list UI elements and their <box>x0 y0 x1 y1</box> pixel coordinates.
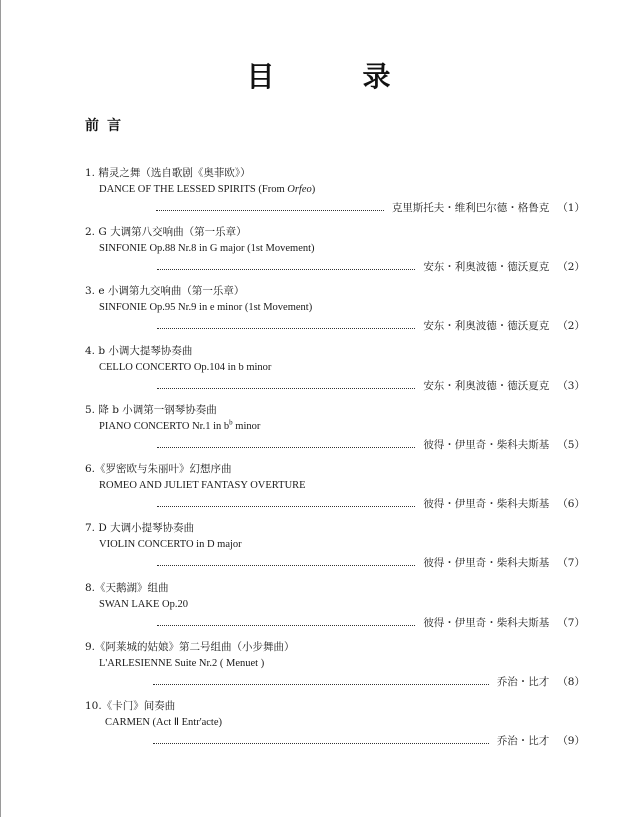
entry-composer: 乔治・比才 <box>496 676 550 688</box>
entry-composer: 彼得・伊里奇・柴科夫斯基 <box>423 617 550 629</box>
entry-composer: 安东・利奥波德・德沃夏克 <box>423 380 550 392</box>
entry-page: （7） <box>557 557 585 569</box>
entry-number: 1. <box>85 167 96 179</box>
entry-title-zh: 《卡门》间奏曲 <box>101 700 176 712</box>
leader-dots <box>153 683 489 685</box>
leader-dots <box>157 446 415 448</box>
entry-title-en: PIANO CONCERTO Nr.1 in $b^b$ minor <box>99 418 261 432</box>
entry-page: （9） <box>557 735 585 747</box>
entry-page: （3） <box>557 380 585 392</box>
entry-page: （8） <box>557 676 585 688</box>
leader-dots <box>157 624 415 626</box>
entry-title-en: DANCE OF THE LESSED SPIRITS (From Orfeo) <box>99 184 316 195</box>
leader-dots <box>157 268 415 270</box>
entry-page: （2） <box>557 320 585 332</box>
entry-title-zh: 《罗密欧与朱丽叶》幻想序曲 <box>95 463 232 475</box>
toc-entry-3[interactable] <box>85 284 585 333</box>
entry-page: （6） <box>557 498 585 510</box>
toc-entry-6[interactable] <box>85 462 585 511</box>
toc-entry-8[interactable] <box>85 581 585 630</box>
entry-number: 3. <box>85 285 96 297</box>
leader-dots <box>157 564 415 566</box>
leader-dots <box>157 327 415 329</box>
entry-composer: 彼得・伊里奇・柴科夫斯基 <box>423 557 550 569</box>
entry-composer: 安东・利奥波德・德沃夏克 <box>423 320 550 332</box>
entry-number: 5. <box>85 404 96 416</box>
toc-entry-1[interactable] <box>85 166 585 215</box>
entry-composer: 乔治・比才 <box>496 735 550 747</box>
page-title: 目 录 <box>246 60 421 93</box>
entry-title-en: ROMEO AND JULIET FANTASY OVERTURE <box>99 480 306 491</box>
toc-entry-2[interactable] <box>85 225 585 274</box>
entry-number: 9. <box>85 641 96 653</box>
entry-number: 2. <box>85 226 96 238</box>
entry-title-zh: G 大调第八交响曲（第一乐章） <box>98 226 247 238</box>
toc-entry-4[interactable] <box>85 344 585 393</box>
entry-composer: 克里斯托夫・维利巴尔德・格鲁克 <box>391 202 550 214</box>
toc-entry-7[interactable] <box>85 521 585 570</box>
entry-number: 10. <box>85 700 102 712</box>
toc-entry-10[interactable] <box>85 699 585 748</box>
entry-number: 6. <box>85 463 96 475</box>
entry-title-zh: b 小调大提琴协奏曲 <box>98 345 193 357</box>
entry-composer: 彼得・伊里奇・柴科夫斯基 <box>423 498 550 510</box>
entry-title-en: CELLO CONCERTO Op.104 in b minor <box>99 362 272 373</box>
entry-page: （1） <box>557 202 585 214</box>
entry-title-en: SWAN LAKE Op.20 <box>99 599 188 610</box>
toc-entry-5[interactable] <box>85 403 585 452</box>
entry-title-zh: 降 b 小调第一钢琴协奏曲 <box>98 404 217 416</box>
entry-page: （2） <box>557 261 585 273</box>
entry-title-zh: 《天鹅湖》组曲 <box>95 582 169 594</box>
entry-page: （5） <box>557 439 585 451</box>
entry-title-zh: D 大调小提琴协奏曲 <box>98 522 195 534</box>
entry-composer: 彼得・伊里奇・柴科夫斯基 <box>423 439 550 451</box>
leader-dots <box>157 387 415 389</box>
entry-title-en: L'ARLESIENNE Suite Nr.2 ( Menuet ) <box>99 658 265 669</box>
preface-heading: 前言 <box>85 118 129 134</box>
entry-title-en: SINFONIE Op.95 Nr.9 in e minor (1st Movement) <box>99 302 313 313</box>
entry-title-en: VIOLIN CONCERTO in D major <box>99 539 242 550</box>
entry-title-zh: e 小调第九交响曲（第一乐章） <box>98 285 245 297</box>
entry-title-zh: 精灵之舞（选自歌剧《奥菲欧》） <box>98 167 251 179</box>
entry-title-zh: 《阿莱城的姑娘》第二号组曲（小步舞曲） <box>95 641 295 653</box>
entry-page: （7） <box>557 617 585 629</box>
leader-dots <box>156 209 384 211</box>
entry-number: 8. <box>85 582 96 594</box>
entry-number: 4. <box>85 345 96 357</box>
entry-number: 7. <box>85 522 96 534</box>
toc-entry-9[interactable] <box>85 640 585 689</box>
leader-dots <box>153 742 489 744</box>
leader-dots <box>157 505 415 507</box>
entry-composer: 安东・利奥波德・德沃夏克 <box>423 261 550 273</box>
entry-title-en: CARMEN (Act Ⅱ Entr'acte) <box>105 717 222 728</box>
entry-title-en: SINFONIE Op.88 Nr.8 in G major (1st Movement) <box>99 243 315 254</box>
